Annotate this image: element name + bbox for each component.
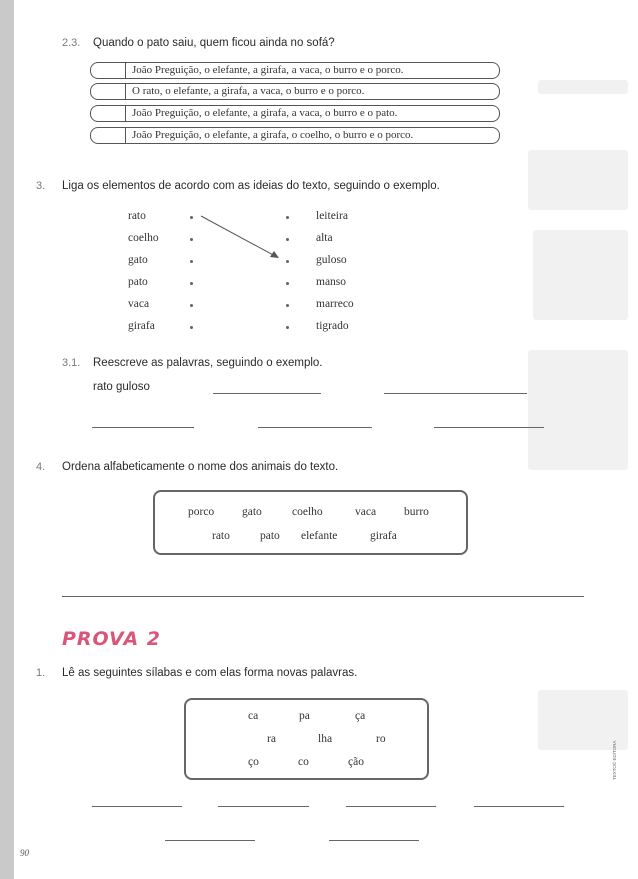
- answer-line[interactable]: [213, 393, 321, 394]
- option-4-label: João Preguição, o elefante, a girafa, o coelho, o burro e o porco.: [126, 127, 500, 144]
- page-spine-shadow: [0, 0, 14, 879]
- right-word-alta: alta: [316, 232, 333, 244]
- left-dot[interactable]: [190, 216, 193, 219]
- option-4-checkbox[interactable]: [90, 127, 126, 144]
- example-answer: rato guloso: [93, 381, 150, 393]
- right-word-tigrado: tigrado: [316, 320, 349, 332]
- answer-line[interactable]: [218, 806, 309, 807]
- question-2-3-text: Quando o pato saiu, quem ficou ainda no sofá?: [93, 37, 335, 49]
- option-1-checkbox[interactable]: [90, 62, 126, 79]
- syllable: ra: [267, 733, 276, 745]
- right-dot[interactable]: [286, 326, 289, 329]
- animal-word: girafa: [370, 530, 397, 542]
- animal-word: porco: [188, 506, 215, 518]
- syllable: ção: [348, 756, 364, 768]
- example-connector-arrow: [195, 210, 285, 265]
- question-4-text: Ordena alfabeticamente o nome dos animais do texto.: [62, 461, 339, 473]
- syllable: ço: [248, 756, 259, 768]
- option-4[interactable]: [90, 127, 500, 144]
- question-3-text: Liga os elementos de acordo com as ideias do texto, seguindo o exemplo.: [62, 180, 440, 192]
- animal-names-box: [153, 490, 468, 555]
- answer-line[interactable]: [346, 806, 436, 807]
- animal-word: rato: [212, 530, 230, 542]
- answer-line[interactable]: [165, 840, 255, 841]
- syllable: ro: [376, 733, 386, 745]
- right-word-guloso: guloso: [316, 254, 347, 266]
- right-word-marreco: marreco: [316, 298, 354, 310]
- left-word-coelho: coelho: [128, 232, 159, 244]
- right-word-leiteira: leiteira: [316, 210, 348, 222]
- answer-line[interactable]: [92, 806, 182, 807]
- left-word-pato: pato: [128, 276, 148, 288]
- animal-word: coelho: [292, 506, 323, 518]
- option-2-checkbox[interactable]: [90, 83, 126, 100]
- question-4-number: 4.: [36, 461, 46, 473]
- option-3[interactable]: [90, 105, 500, 122]
- left-word-rato: rato: [128, 210, 146, 222]
- prova2-question-1-number: 1.: [36, 667, 46, 679]
- syllable: ça: [355, 710, 366, 722]
- answer-line[interactable]: [258, 427, 372, 428]
- left-dot[interactable]: [190, 260, 193, 263]
- left-dot[interactable]: [190, 304, 193, 307]
- syllable: ca: [248, 710, 259, 722]
- animal-word: pato: [260, 530, 280, 542]
- animal-word: vaca: [355, 506, 377, 518]
- left-word-gato: gato: [128, 254, 148, 266]
- question-3-number: 3.: [36, 180, 46, 192]
- question-3-1-number: 3.1.: [62, 357, 81, 369]
- right-dot[interactable]: [286, 260, 289, 263]
- left-word-girafa: girafa: [128, 320, 155, 332]
- option-3-label: João Preguição, o elefante, a girafa, a vaca, o burro e o pato.: [126, 105, 500, 122]
- option-1[interactable]: [90, 62, 500, 79]
- option-2[interactable]: [90, 83, 500, 100]
- syllable: co: [298, 756, 309, 768]
- answer-line[interactable]: [329, 840, 419, 841]
- option-2-label: O rato, o elefante, a girafa, a vaca, o burro e o porco.: [126, 83, 500, 100]
- animal-word: elefante: [301, 530, 338, 542]
- left-dot[interactable]: [190, 326, 193, 329]
- syllable: lha: [318, 733, 333, 745]
- right-dot[interactable]: [286, 282, 289, 285]
- left-word-vaca: vaca: [128, 298, 150, 310]
- answer-line[interactable]: [474, 806, 564, 807]
- prova2-question-1-text: Lê as seguintes sílabas e com elas forma novas palavras.: [62, 667, 358, 679]
- option-1-label: João Preguição, o elefante, a girafa, a vaca, o burro e o porco.: [126, 62, 500, 79]
- right-dot[interactable]: [286, 238, 289, 241]
- left-dot[interactable]: [190, 238, 193, 241]
- option-3-checkbox[interactable]: [90, 105, 126, 122]
- answer-line-long[interactable]: [62, 596, 584, 597]
- syllable: pa: [299, 710, 310, 722]
- bleed-through-background: [518, 0, 638, 879]
- question-2-3-number: 2.3.: [62, 37, 81, 49]
- question-3-1-text: Reescreve as palavras, seguindo o exemplo.: [93, 357, 323, 369]
- right-word-manso: manso: [316, 276, 347, 288]
- left-dot[interactable]: [190, 282, 193, 285]
- animal-word: burro: [404, 506, 429, 518]
- prova-2-title: PROVA 2: [62, 628, 161, 650]
- answer-line[interactable]: [384, 393, 527, 394]
- right-dot[interactable]: [286, 216, 289, 219]
- side-credit-text: TEXTO© EDITORA: [612, 740, 617, 780]
- animal-word: gato: [242, 506, 262, 518]
- answer-line[interactable]: [434, 427, 544, 428]
- page-number: 90: [20, 848, 29, 858]
- answer-line[interactable]: [92, 427, 194, 428]
- right-dot[interactable]: [286, 304, 289, 307]
